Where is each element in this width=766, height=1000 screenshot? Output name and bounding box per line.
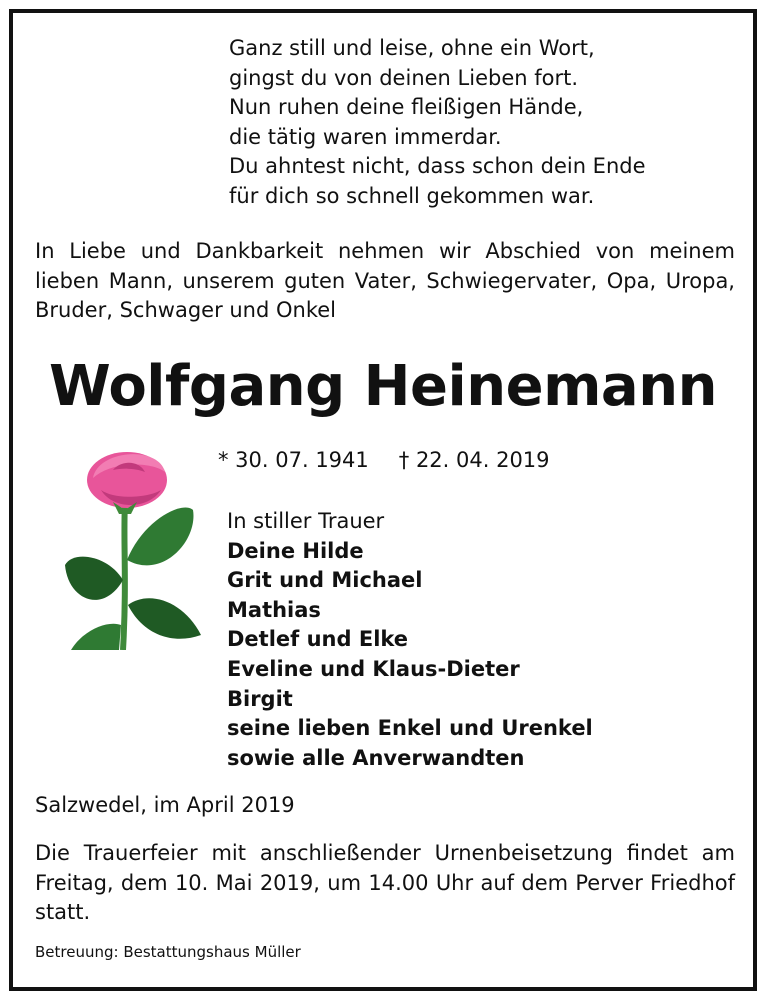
mourner: Birgit bbox=[227, 686, 293, 711]
mourner: Mathias bbox=[227, 597, 321, 622]
poem-line: die tätig waren immerdar. bbox=[229, 124, 502, 149]
poem-line: Nun ruhen deine fleißigen Hände, bbox=[229, 95, 584, 119]
life-dates bbox=[218, 445, 550, 475]
rose-image bbox=[53, 440, 203, 650]
death-date: † 22. 04. 2019 bbox=[398, 448, 550, 472]
rose-leaf bbox=[128, 598, 201, 639]
poem bbox=[229, 34, 646, 211]
rose-leaf bbox=[71, 624, 121, 650]
poem-line: Du ahntest nicht, dass schon dein Ende bbox=[229, 154, 646, 178]
mourner: seine lieben Enkel und Urenkel bbox=[227, 716, 593, 741]
funeral-home-credit: Betreuung: Bestattungshaus Müller bbox=[35, 943, 301, 961]
rose-stem bbox=[123, 502, 125, 650]
mourners-list bbox=[227, 507, 593, 773]
mourning-line: In stiller Trauer bbox=[227, 509, 385, 533]
poem-line: für dich so schnell gekommen war. bbox=[229, 183, 595, 208]
mourner: sowie alle Anverwandten bbox=[227, 745, 525, 770]
mourner: Deine Hilde bbox=[227, 538, 364, 563]
rose-leaf bbox=[65, 557, 123, 600]
poem-line: Ganz still und leise, ohne ein Wort, bbox=[229, 36, 595, 60]
place-date: Salzwedel, im April 2019 bbox=[35, 793, 295, 817]
poem-line: gingst du von deinen Lieben fort. bbox=[229, 65, 579, 90]
obituary-frame bbox=[9, 9, 757, 991]
mourner: Detlef und Elke bbox=[227, 627, 409, 652]
mourner: Eveline und Klaus-Dieter bbox=[227, 656, 520, 681]
intro-text: In Liebe und Dankbarkeit nehmen wir Abschied von meinem lieben Mann, unserem guten Vater, Schwiegervater, Opa, Uropa, Bruder, Schwager und Onkel bbox=[35, 239, 735, 322]
birth-date: * 30. 07. 1941 bbox=[218, 448, 369, 472]
mourner: Grit und Michael bbox=[227, 568, 423, 593]
rose-leaf bbox=[127, 507, 193, 565]
ceremony-info: Die Trauerfeier mit anschließender Urnenbeisetzung findet am Freitag, dem 10. Mai 2019, um 14.00 Uhr auf dem Perver Friedhof statt. bbox=[35, 841, 735, 924]
deceased-name: Wolfgang Heinemann bbox=[49, 354, 717, 419]
